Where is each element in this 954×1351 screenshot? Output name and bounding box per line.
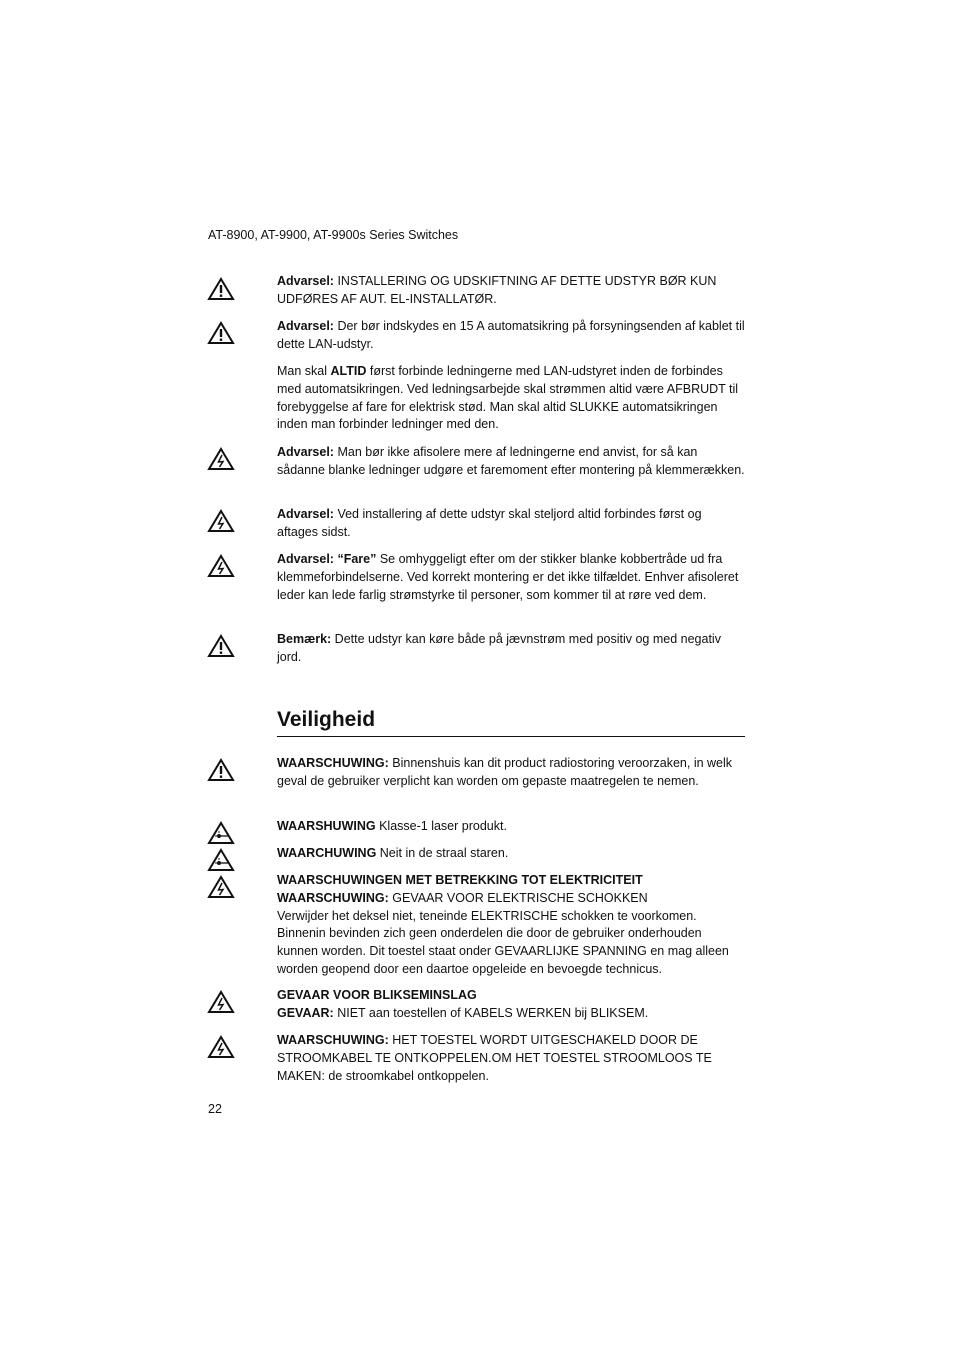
laser-icon — [207, 821, 235, 845]
electric-hazard-icon — [207, 875, 235, 899]
body: Klasse-1 laser produkt. — [375, 819, 507, 833]
page-number: 22 — [208, 1102, 222, 1116]
label: WAARSHUWING — [277, 819, 376, 833]
warning-paragraph — [277, 987, 745, 1023]
label: WAARSCHUWING: — [277, 890, 389, 905]
emphasis: ALTID — [330, 364, 367, 378]
warning-icon — [207, 321, 235, 345]
label: WAARSCHUWING: — [277, 1033, 389, 1047]
label: Advarsel: — [277, 274, 334, 288]
label: Advarsel: — [277, 445, 334, 459]
body: Ved installering af dette udstyr skal steljord altid forbindes først og aftages sidst. — [277, 507, 702, 539]
subheading: WAARSCHUWINGEN MET BETREKKING TOT ELEKTRICITEIT — [277, 873, 643, 887]
warning-paragraph — [277, 818, 745, 836]
warning-icon — [207, 277, 235, 301]
warning-paragraph — [277, 273, 745, 309]
body: Se omhyggeligt efter om der stikker blanke kobbertråde ud fra klemmeforbindelserne. Ved korrekt montering er det ikke tilfældet. Enhver afisoleret leder kan lede farlig strømstyrke til personer, som kommer til at røre ved dem. — [277, 552, 739, 602]
label: Advarsel: — [277, 507, 334, 521]
label: Bemærk: — [277, 632, 332, 646]
body: Der bør indskydes en 15 A automatsikring på forsyningsenden af kablet til dette LAN-udstyr. — [277, 319, 745, 351]
warning-paragraph — [277, 318, 745, 354]
warning-paragraph — [277, 1032, 745, 1085]
warning-paragraph — [277, 872, 745, 979]
label: GEVAAR: — [277, 1005, 334, 1020]
warning-icon — [207, 634, 235, 658]
label: WAARSCHUWING: — [277, 756, 389, 770]
body: først forbinde ledningerne med LAN-udstyret inden de forbindes med automatsikringen. Ved ledningsarbejde skal strømmen altid være AFBRUDT til forebyggelse af fare for elektrisk stød. Man skal altid SLUKKE automatsikringen inden man forbinder ledninger med den. — [277, 364, 739, 432]
body: Binnenshuis kan dit product radiostoring veroorzaken, in welk geval de gebruiker verplicht kan worden om gepaste maatregelen te nemen. — [277, 756, 733, 788]
electric-hazard-icon — [207, 990, 235, 1014]
body: GEVAAR VOOR ELEKTRISCHE SCHOKKEN — [388, 890, 648, 905]
warning-paragraph — [277, 506, 745, 542]
electric-hazard-icon — [207, 509, 235, 533]
body: Neit in de straal staren. — [376, 846, 509, 860]
subheading: GEVAAR VOOR BLIKSEMINSLAG — [277, 988, 477, 1002]
electric-hazard-icon — [207, 447, 235, 471]
body-prefix: Man skal — [277, 364, 331, 378]
label: Advarsel: — [277, 319, 334, 333]
warning-paragraph — [277, 444, 745, 480]
laser-icon — [207, 848, 235, 872]
warning-icon — [207, 758, 235, 782]
warning-paragraph — [277, 755, 745, 791]
body: NIET aan toestellen of KABELS WERKEN bij BLIKSEM. — [333, 1005, 649, 1020]
body: INSTALLERING OG UDSKIFTNING AF DETTE UDSTYR BØR KUN UDFØRES AF AUT. EL-INSTALLATØR. — [277, 274, 717, 306]
note-paragraph — [277, 631, 745, 667]
body-paragraph — [277, 363, 745, 434]
running-header: AT-8900, AT-9900, AT-9900s Series Switches — [208, 228, 459, 242]
body-detail: Verwijder het deksel niet, teneinde ELEKTRISCHE schokken te voorkomen. Binnenin bevinden zich geen onderdelen die door de gebruiker onderhouden kunnen worden. Dit toestel staat onder GEVAARLIJKE SPANNING en mag alleen worden geopend door een daartoe opgeleide en bevoegde technicus. — [277, 908, 729, 976]
body: Man bør ikke afisolere mere af ledningerne end anvist, for så kan sådanne blanke ledninger udgøre et faremoment efter montering på klemmerækken. — [277, 445, 745, 477]
label: Advarsel: “Fare” — [277, 552, 377, 566]
section-title: Veiligheid — [277, 708, 745, 737]
electric-hazard-icon — [207, 554, 235, 578]
body: HET TOESTEL WORDT UITGESCHAKELD DOOR DE STROOMKABEL TE ONTKOPPELEN.OM HET TOESTEL STROOMLOOS TE MAKEN: de stroomkabel ontkoppelen. — [277, 1033, 712, 1083]
body: Dette udstyr kan køre både på jævnstrøm med positiv og med negativ jord. — [277, 632, 721, 664]
label: WAARCHUWING — [277, 846, 377, 860]
warning-paragraph — [277, 845, 745, 863]
electric-hazard-icon — [207, 1035, 235, 1059]
warning-paragraph — [277, 551, 745, 604]
